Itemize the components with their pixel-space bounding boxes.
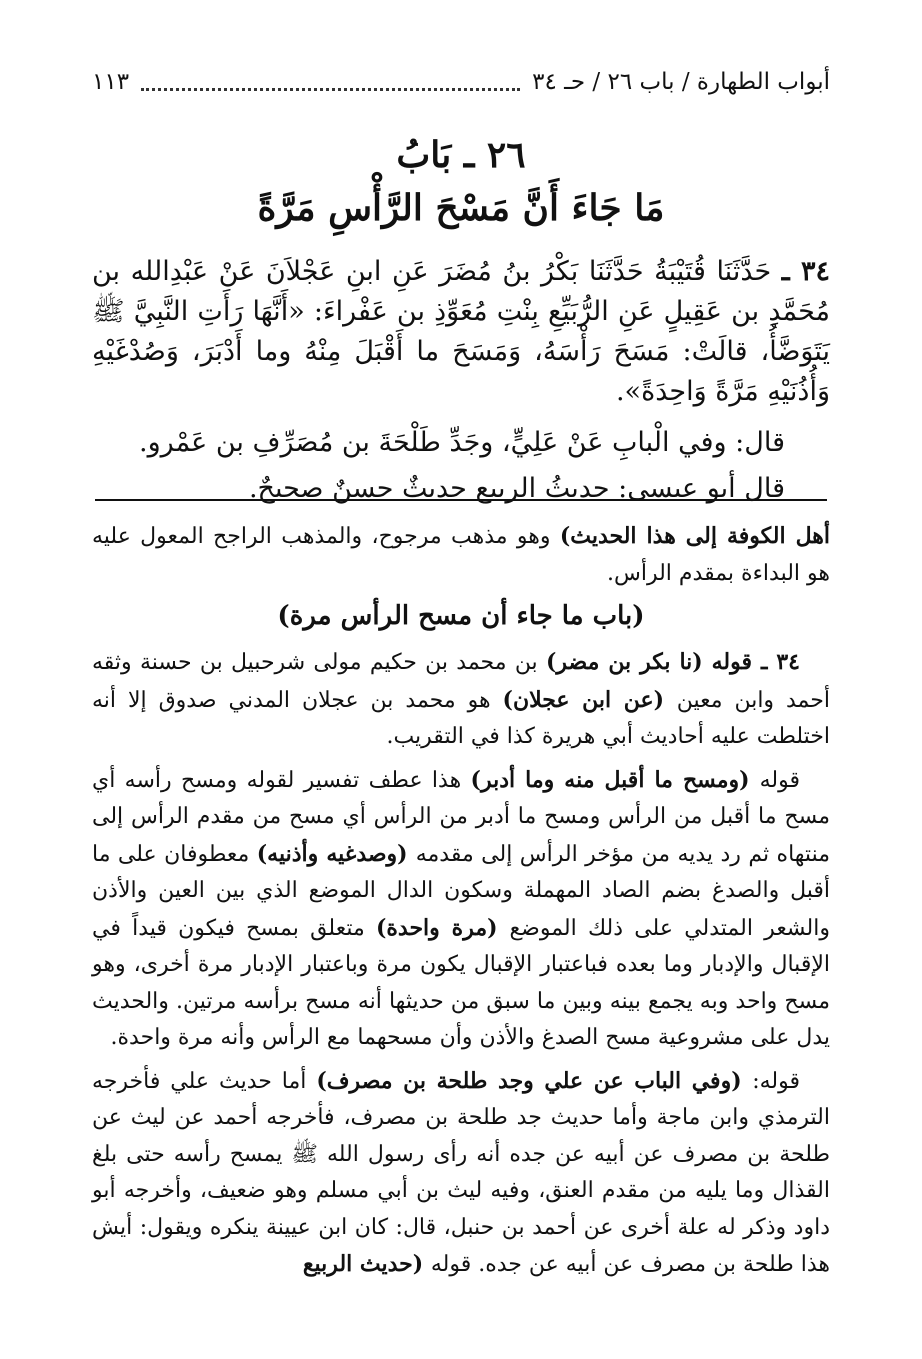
footnote-divider	[95, 499, 827, 501]
commentary-text: متعلق بمسح فيكون قيداً في الإقبال والإدبار وما بعده فباعتبار الإقبال يكون مرة وباعتبار الإدبار مرة أخرى، وهو مسح واحد وبه يجمع بينه وبين ما سبق من حديثها أنه مسح برأسه مرتين. والحديث يدل على مشروعية مسح الصدغ والأذن وأن مسحهما مع الرأس وأنه مرة واحدة.	[92, 915, 830, 1050]
commentary-text: بن محمد بن حكيم مولى شرحبيل بن حسنة وثقه أحمد وابن معين	[92, 650, 830, 713]
commentary-bold: (عن ابن عجلان)	[502, 686, 677, 713]
commentary-paragraph-4	[92, 1063, 830, 1284]
commentary-text: قوله:	[752, 1068, 801, 1094]
commentary-text: معطوفان على ما أقبل والصدغ بضم الصاد المهملة وسكون الدال الموضع الذي بين العين والأذن والشعر المتدلي على ذلك الموضع	[92, 841, 830, 941]
commentary-text: أما حديث علي فأخرجه الترمذي وابن ماجة وأما حديث جد طلحة بن مصرف، فأخرجه أحمد عن ليث عن طلحة بن مصرف عن أبيه عن جده أنه رأى رسول الله ﷺ يمسح رأسه حتى بلغ القذال وما يليه من مقدم العنق، وفيه ليث بن أبي مسلم وهو ضعيف، وأخرجه أبو داود وذكر له علة أخرى عن أحمد بن حنبل، قال: كان ابن عيينة ينكره ويقول: أيش هذا طلحة بن مصرف عن أبيه عن جده. قوله	[92, 1068, 830, 1277]
commentary-text: قوله	[759, 767, 800, 793]
hadith-block	[92, 252, 830, 512]
commentary-paragraph-3	[92, 762, 830, 1057]
commentary-bold: (نا بكر بن مضر)	[545, 649, 712, 675]
commentary-bold: (حديث الربيع	[302, 1251, 431, 1277]
commentary-block	[92, 518, 830, 1290]
commentary-bold: أهل الكوفة إلى هذا الحديث)	[559, 523, 830, 549]
commentary-bold: (وفي الباب عن علي وجد طلحة بن مصرف)	[316, 1067, 753, 1094]
running-head-title: أبواب الطهارة / باب ٢٦ / حـ ٣٤	[532, 69, 830, 95]
commentary-heading: (باب ما جاء أن مسح الرأس مرة)	[277, 601, 645, 631]
commentary-text: هو محمد بن عجلان المدني صدوق إلا أنه اختلطت عليه أحاديث أبي هريرة كذا في التقريب.	[92, 687, 830, 749]
hadith-text-paragraph	[92, 252, 830, 412]
page-number: ١١٣	[92, 69, 130, 95]
hadith-number: ٣٤ ـ	[781, 256, 830, 287]
chapter-title: مَا جَاءَ أَنَّ مَسْحَ الرَّأْسِ مَرَّةً	[257, 187, 665, 229]
commentary-bold: (مرة واحدة)	[375, 914, 510, 941]
leader-dots	[141, 74, 520, 91]
commentary-bold: ٣٤ ـ قوله	[711, 649, 800, 675]
chapter-number: ٢٦ ـ بَابُ	[396, 134, 526, 176]
chapter-heading	[92, 130, 830, 236]
commentary-paragraph-1	[92, 518, 830, 592]
hadith-text: حَدَّثَنَا قُتَيْبَةُ حَدَّثَنَا بَكْرُ بنُ مُضَرَ عَنِ ابنِ عَجْلاَنَ عَنْ عَبْدِالله بن مُحَمَّدِ بن عَقِيلٍ عَنِ الرُّبَيِّعِ بِنْتِ مُعَوِّذِ بن عَفْراءَ: «أَنَّهَا رَأَتِ النَّبِيَّ ﷺ يَتَوَضَّأُ، قالَتْ: مَسَحَ رَأْسَهُ، وَمَسَحَ ما أَقْبَلَ مِنْهُ وما أَدْبَرَ، وَصُدْغَيْهِ وَأُذُنَيْهِ مَرَّةً وَاحِدَةً».	[92, 256, 830, 407]
commentary-text: هذا عطف تفسير لقوله ومسح رأسه أي مسح ما أقبل من الرأس ومسح ما أدبر من الرأس أي مسح من مقدم الرأس إلى منتهاه ثم رد يديه من مؤخر الرأس إلى مقدمه	[92, 767, 830, 867]
commentary-bold: (ومسح ما أقبل منه وما أدبر)	[470, 766, 760, 793]
running-head	[92, 62, 830, 102]
hadith-note-bab-text: قال: وفي الْبابِ عَنْ عَلِيٍّ، وجَدِّ طَلْحَةَ بن مُصَرِّفِ بن عَمْرو.	[139, 427, 785, 458]
commentary-text: وهو مذهب مرجوح، والمذهب الراجح المعول عليه هو البداءة بمقدم الرأس.	[92, 524, 830, 586]
hadith-grading-text: قال أبو عيسى: حديثُ الربيع حديثٌ حسنٌ صحيحٌ.	[248, 473, 785, 504]
commentary-paragraph-2	[92, 644, 830, 756]
commentary-bold: (وصدغيه وأذنيه)	[256, 840, 416, 867]
